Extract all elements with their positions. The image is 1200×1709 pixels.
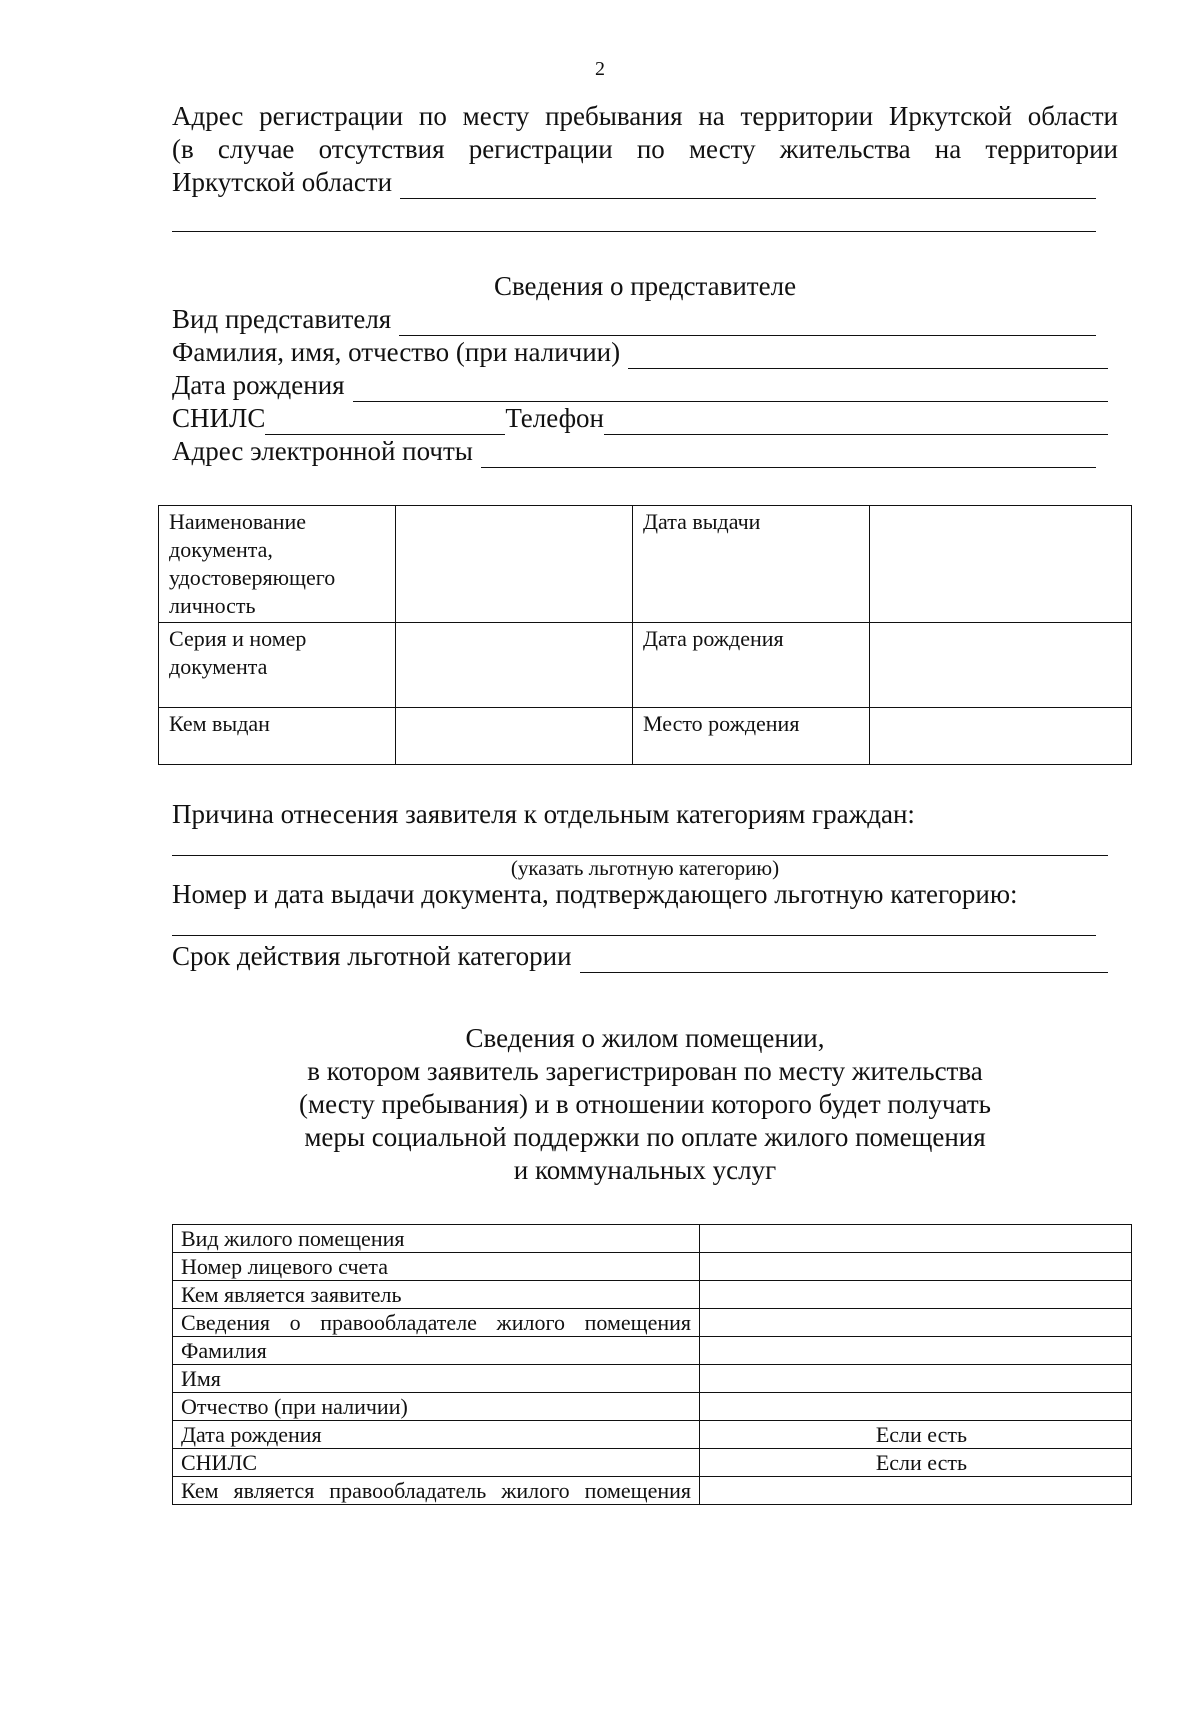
table-cell-input[interactable] — [870, 623, 1132, 708]
table-row — [173, 1393, 1132, 1421]
table-cell-label: Дата выдачи — [633, 506, 870, 623]
table-row — [173, 1365, 1132, 1393]
representative-type-label: Вид представителя — [172, 304, 392, 334]
page-number: 2 — [595, 58, 605, 80]
benefit-reason-field[interactable] — [172, 831, 1108, 856]
table-row — [173, 1281, 1132, 1309]
representative-type-field[interactable] — [399, 311, 1096, 336]
registration-line-3 — [172, 166, 1118, 199]
table-cell-input[interactable] — [396, 623, 633, 708]
table-row — [159, 506, 1132, 623]
registration-address-block — [172, 100, 1118, 232]
benefit-block — [172, 798, 1118, 973]
housing-row-value[interactable]: Если есть — [700, 1421, 1132, 1449]
registration-line-2: (в случае отсутствия регистрации по месту жительства на территории — [172, 134, 1118, 164]
representative-birth-label: Дата рождения — [172, 370, 345, 400]
table-cell-input[interactable] — [870, 506, 1132, 623]
representative-birth-field[interactable] — [353, 377, 1108, 402]
housing-heading-line-2: в котором заявитель зарегистрирован по месту жительства — [307, 1056, 983, 1086]
table-row — [173, 1421, 1132, 1449]
table-row — [173, 1449, 1132, 1477]
housing-row-label: Дата рождения — [173, 1421, 700, 1449]
housing-row-label: СНИЛС — [173, 1449, 700, 1477]
registration-address-field[interactable] — [400, 174, 1096, 199]
representative-phone-label: Телефон — [505, 403, 605, 433]
table-row — [173, 1225, 1132, 1253]
representative-name-label: Фамилия, имя, отчество (при наличии) — [172, 337, 621, 367]
table-row — [173, 1253, 1132, 1281]
table-cell-input[interactable] — [396, 506, 633, 623]
table-cell-input[interactable] — [396, 708, 633, 765]
representative-email-label: Адрес электронной почты — [172, 436, 473, 466]
representative-email-line — [172, 435, 1118, 468]
housing-row-label: Кем является правообладатель жилого помещения — [173, 1477, 700, 1505]
benefit-doc-field[interactable] — [172, 911, 1096, 936]
housing-heading — [172, 1022, 1118, 1187]
representative-block — [172, 303, 1118, 468]
benefit-doc-label: Номер и дата выдачи документа, подтверждающего льготную категорию: — [172, 879, 1018, 909]
housing-heading-line-4: меры социальной поддержки по оплате жилого помещения — [304, 1122, 986, 1152]
id-document-table — [158, 505, 1132, 765]
table-row — [159, 708, 1132, 765]
housing-heading-line-5: и коммунальных услуг — [513, 1155, 777, 1185]
representative-snils-field[interactable] — [265, 410, 505, 435]
registration-address-field-2[interactable] — [172, 207, 1096, 232]
registration-line-4 — [172, 199, 1118, 232]
table-row — [173, 1309, 1132, 1337]
representative-snils-phone-line — [172, 402, 1118, 435]
housing-row-label: Сведения о правообладателе жилого помещения — [173, 1309, 700, 1337]
representative-type-line — [172, 303, 1118, 336]
housing-row-value[interactable] — [700, 1477, 1132, 1505]
housing-row-value[interactable] — [700, 1393, 1132, 1421]
housing-row-value[interactable]: Если есть — [700, 1449, 1132, 1477]
housing-row-label: Отчество (при наличии) — [173, 1393, 700, 1421]
housing-row-value[interactable] — [700, 1281, 1132, 1309]
table-cell-label: Наименование документа, удостоверяющего личность — [159, 506, 396, 623]
housing-row-value[interactable] — [700, 1309, 1132, 1337]
housing-row-label: Вид жилого помещения — [173, 1225, 700, 1253]
housing-row-value[interactable] — [700, 1365, 1132, 1393]
registration-region-label: Иркутской области — [172, 167, 393, 197]
representative-phone-field[interactable] — [604, 410, 1108, 435]
table-cell-label: Место рождения — [633, 708, 870, 765]
representative-name-field[interactable] — [628, 344, 1108, 369]
housing-heading-line-1: Сведения о жилом помещении, — [465, 1023, 825, 1053]
table-row — [173, 1337, 1132, 1365]
housing-row-value[interactable] — [700, 1337, 1132, 1365]
benefit-reason-caption: (указать льготную категорию) — [510, 856, 780, 880]
representative-email-field[interactable] — [481, 443, 1096, 468]
representative-snils-label: СНИЛС — [172, 403, 266, 433]
housing-row-value[interactable] — [700, 1253, 1132, 1281]
representative-heading: Сведения о представителе — [493, 271, 797, 301]
housing-heading-line-3: (месту пребывания) и в отношении которого будет получать — [299, 1089, 991, 1119]
table-row — [173, 1477, 1132, 1505]
housing-row-value[interactable] — [700, 1225, 1132, 1253]
representative-name-line — [172, 336, 1118, 369]
benefit-reason-label: Причина отнесения заявителя к отдельным категориям граждан: — [172, 799, 915, 829]
benefit-term-line — [172, 940, 1118, 973]
housing-table — [172, 1224, 1132, 1505]
benefit-term-label: Срок действия льготной категории — [172, 941, 572, 971]
housing-row-label: Номер лицевого счета — [173, 1253, 700, 1281]
housing-row-label: Имя — [173, 1365, 700, 1393]
representative-birth-line — [172, 369, 1118, 402]
table-cell-label: Кем выдан — [159, 708, 396, 765]
table-row — [159, 623, 1132, 708]
table-cell-label: Дата рождения — [633, 623, 870, 708]
registration-line-1: Адрес регистрации по месту пребывания на территории Иркутской области — [172, 101, 1118, 131]
benefit-term-field[interactable] — [580, 948, 1108, 973]
housing-row-label: Кем является заявитель — [173, 1281, 700, 1309]
table-cell-input[interactable] — [870, 708, 1132, 765]
housing-row-label: Фамилия — [173, 1337, 700, 1365]
table-cell-label: Серия и номер документа — [159, 623, 396, 708]
